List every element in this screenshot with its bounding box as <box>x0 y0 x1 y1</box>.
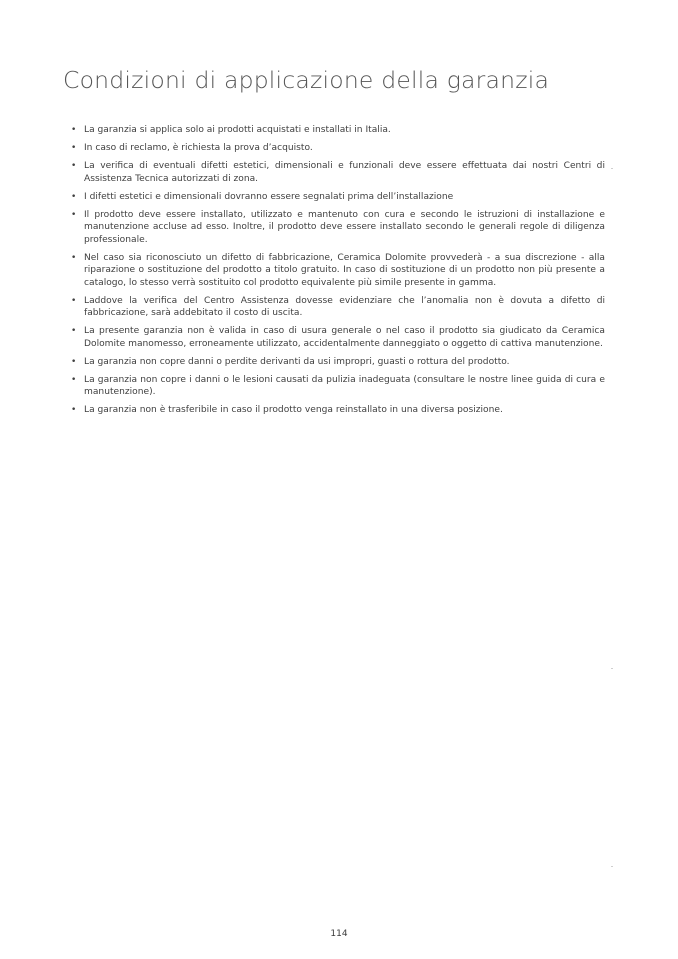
bullet-icon: • <box>71 125 77 135</box>
bullet-icon: • <box>71 161 77 171</box>
list-item <box>70 404 605 417</box>
list-item <box>70 209 605 247</box>
list-item <box>70 124 605 137</box>
list-item-text: Laddove la verifica del Centro Assistenza dovesse evidenziare che l’anomalia non è dovuta a difetto di fabbricazione, sarà addebitato il costo di uscita. <box>84 295 605 318</box>
list-item <box>70 374 605 399</box>
list-item-text: La verifica di eventuali difetti estetici, dimensionali e funzionali deve essere effettuata dai nostri Centri di Assistenza Tecnica autorizzati di zona. <box>84 161 605 184</box>
scan-mark <box>611 668 613 669</box>
bullet-icon: • <box>71 209 77 220</box>
list-item-text: La garanzia non copre danni o perdite derivanti da usi impropri, guasti o rottura del prodotto. <box>84 356 510 367</box>
bullet-icon: • <box>71 405 77 415</box>
list-item <box>70 142 605 155</box>
bullet-icon: • <box>71 295 77 306</box>
list-item <box>70 295 605 320</box>
list-item-text: La garanzia si applica solo ai prodotti acquistati e installati in Italia. <box>84 125 391 135</box>
scan-mark <box>611 168 613 169</box>
list-item-text: La presente garanzia non è valida in caso di usura generale o nel caso il prodotto sia giudicato da Ceramica Dolomite manomesso, erroneamente utilizzato, accidentalmente danneggiato o oggetto di cattiva manutenzione. <box>84 326 605 349</box>
bullet-icon: • <box>71 356 77 367</box>
list-item-text: La garanzia non copre i danni o le lesioni causati da pulizia inadeguata (consultare le nostre linee guida di cura e manutenzione). <box>84 374 605 397</box>
page-number: 114 <box>330 929 348 939</box>
list-item <box>70 252 605 290</box>
list-item-text: Nel caso sia riconosciuto un difetto di fabbricazione, Ceramica Dolomite provvederà - a sua discrezione - alla riparazione o sostituzione del prodotto a titolo gratuito. In caso di sostituzione di un prodotto non più presente a catalogo, lo stesso verrà sostituito col prodotto equivalente più simile presente in gamma. <box>84 252 605 288</box>
list-item <box>70 325 605 350</box>
scan-mark <box>611 866 613 867</box>
bullet-icon: • <box>71 252 77 263</box>
list-item-text: Il prodotto deve essere installato, utilizzato e mantenuto con cura e secondo le istruzioni di installazione e manutenzione accluse ad esso. Inoltre, il prodotto deve essere installato secondo le generali regole di diligenza professionale. <box>84 209 605 245</box>
bullet-icon: • <box>71 374 77 385</box>
bullet-icon: • <box>71 191 77 202</box>
list-item <box>70 160 605 185</box>
list-item-text: I difetti estetici e dimensionali dovranno essere segnalati prima dell’installazione <box>84 191 454 202</box>
bullet-icon: • <box>71 326 77 336</box>
list-item <box>70 356 605 369</box>
list-item-text: La garanzia non è trasferibile in caso il prodotto venga reinstallato in una diversa posizione. <box>84 405 503 415</box>
list-item <box>70 191 605 204</box>
list-item-text: In caso di reclamo, è richiesta la prova d’acquisto. <box>84 143 313 153</box>
bullet-icon: • <box>71 143 77 153</box>
conditions-list <box>70 124 605 422</box>
page-title: Condizioni di applicazione della garanzia <box>63 66 550 94</box>
